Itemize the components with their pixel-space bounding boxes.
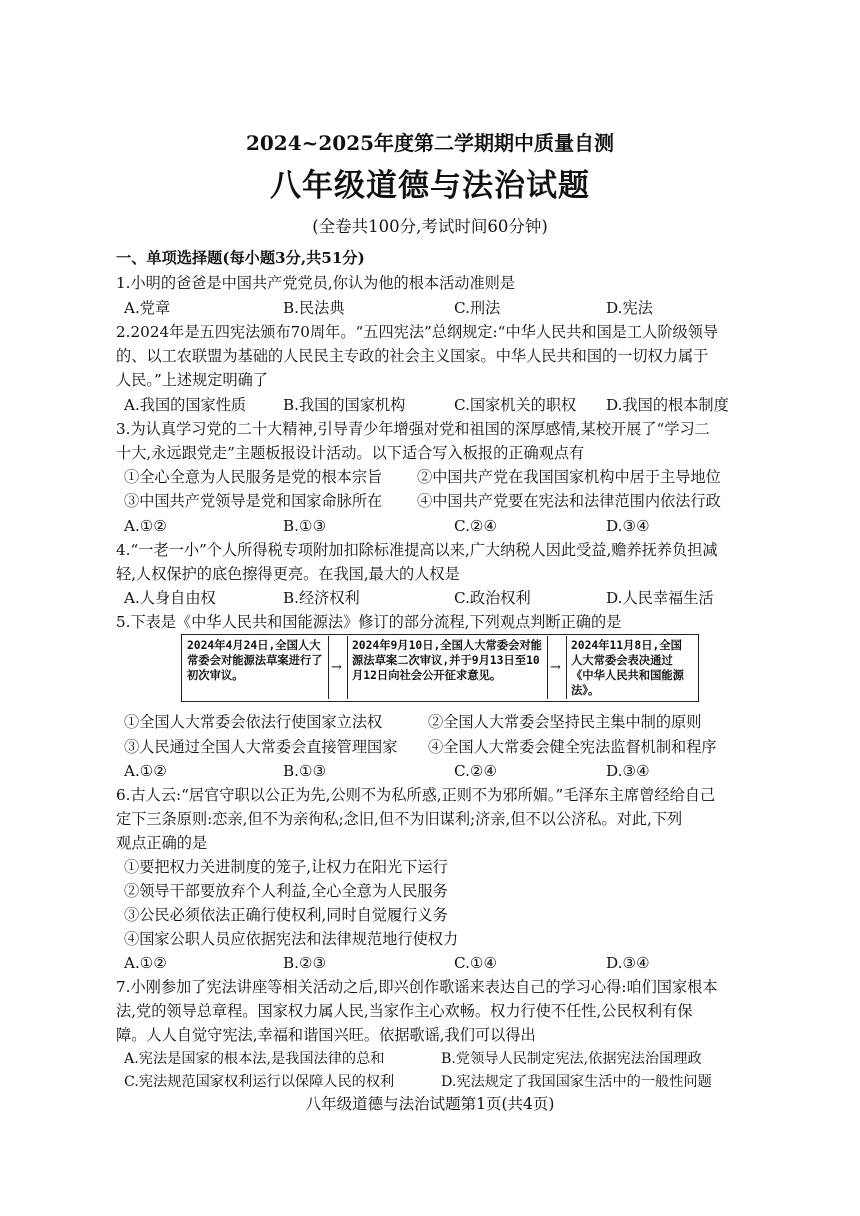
q3-option-a: A.①② (124, 517, 168, 535)
section-heading: 一、单项选择题(每小题3分,共51分) (116, 249, 365, 267)
q3-statement-1: ①全心全意为人民服务是党的根本宗旨 (124, 468, 383, 486)
q4-stem-line2: 轻,人权保护的底色擦得更亮。在我国,最大的人权是 (116, 565, 460, 583)
q1-stem: 1.小明的爸爸是中国共产党党员,你认为他的根本活动准则是 (116, 274, 516, 292)
q3-option-c: C.②④ (454, 517, 498, 535)
q7-option-b: B.党领导人民制定宪法,依据宪法治国理政 (441, 1051, 702, 1067)
q7-option-d: D.宪法规定了我国国家生活中的一般性问题 (441, 1074, 712, 1090)
q5-option-a: A.①② (124, 762, 168, 780)
q1-option-c: C.刑法 (454, 299, 501, 317)
q1-option-d: D.宪法 (606, 299, 653, 317)
q4-option-d: D.人民幸福生活 (606, 589, 714, 607)
exam-note: (全卷共100分,考试时间60分钟) (312, 217, 548, 236)
q6-stem-line2: 定下三条原则:恋亲,但不为亲徇私;念旧,但不为旧谋利;济亲,但不以公济私。对此,下列 (116, 810, 683, 828)
flow-arrow-1: → (331, 660, 342, 675)
q6-stem-line3: 观点正确的是 (116, 834, 208, 852)
q5-stem: 5.下表是《中华人民共和国能源法》修订的部分流程,下列观点判断正确的是 (116, 613, 622, 631)
q2-stem-line1: 2.2024年是五四宪法颁布70周年。“五四宪法”总纲规定:“中华人民共和国是工人阶级领导 (116, 323, 719, 341)
q3-option-b: B.①③ (283, 517, 327, 535)
q3-stem-line2: 十大,永远跟党走”主题板报设计活动。以下适合写入板报的正确观点有 (116, 444, 585, 462)
q7-stem-line3: 障。人人自觉守宪法,幸福和谐国兴旺。依据歌谣,我们可以得出 (116, 1026, 536, 1044)
q5-option-c: C.②④ (454, 762, 498, 780)
q5-option-d: D.③④ (606, 762, 650, 780)
q6-statement-1: ①要把权力关进制度的笼子,让权力在阳光下运行 (124, 858, 448, 876)
q5-option-b: B.①③ (283, 762, 327, 780)
q3-statement-2: ②中国共产党在我国国家机构中居于主导地位 (417, 468, 721, 486)
q2-option-a: A.我国的国家性质 (124, 396, 247, 414)
flow-step-3: 2024年11月8日,全国人大常委会表决通过《中华人民共和国能源法》。 (566, 636, 696, 699)
q7-stem-line1: 7.小刚参加了宪法讲座等相关活动之后,即兴创作歌谣来表达自己的学习心得:咱们国家根本 (116, 978, 718, 996)
q5-statement-2: ②全国人大常委会坚持民主集中制的原则 (428, 713, 702, 731)
q2-stem-line3: 人民。”上述规定明确了 (116, 371, 269, 389)
page-footer: 八年级道德与法治试题第1页(共4页) (305, 1095, 555, 1113)
q6-statement-2: ②领导干部要放弃个人利益,全心全意为人民服务 (124, 882, 448, 900)
q6-statement-3: ③公民必须依法正确行使权利,同时自觉履行义务 (124, 906, 448, 924)
q3-statement-3: ③中国共产党领导是党和国家命脉所在 (124, 492, 383, 510)
q6-option-a: A.①② (124, 954, 168, 972)
exam-period-heading: 2024~2025年度第二学期期中质量自测 (245, 131, 615, 155)
q7-option-c: C.宪法规范国家权利运行以保障人民的权利 (124, 1074, 395, 1090)
q1-option-a: A.党章 (124, 299, 171, 317)
q6-statement-4: ④国家公职人员应依据宪法和法律规范地行使权力 (124, 930, 459, 948)
exam-title: 八年级道德与法治试题 (270, 168, 590, 204)
legislation-flowchart (181, 634, 699, 702)
flow-step-2: 2024年9月10日,全国人大常委会对能源法草案二次审议,并于9月13日至10月12日向社会公开征求意见。 (347, 636, 548, 699)
flow-arrow-2: → (550, 660, 561, 675)
q2-option-d: D.我国的根本制度 (606, 396, 729, 414)
q7-option-a: A.宪法是国家的根本法,是我国法律的总和 (124, 1051, 385, 1067)
q6-option-d: D.③④ (606, 954, 650, 972)
q4-option-a: A.人身自由权 (124, 589, 216, 607)
q2-option-c: C.国家机关的职权 (454, 396, 577, 414)
q4-option-b: B.经济权利 (283, 589, 360, 607)
q6-stem-line1: 6.古人云:“居官守职以公正为先,公则不为私所惑,正则不为邪所媚。”毛泽东主席曾经给自己 (116, 786, 716, 804)
q2-stem-line2: 的、以工农联盟为基础的人民民主专政的社会主义国家。中华人民共和国的一切权力属于 (116, 347, 709, 365)
flow-step-1: 2024年4月24日,全国人大常委会对能源法草案进行了初次审议。 (183, 636, 329, 699)
q2-option-b: B.我国的国家机构 (283, 396, 406, 414)
q4-option-c: C.政治权利 (454, 589, 531, 607)
q1-option-b: B.民法典 (283, 299, 345, 317)
q5-statement-4: ④全国人大常委会健全宪法监督机制和程序 (428, 738, 717, 756)
q6-option-c: C.①④ (454, 954, 498, 972)
q6-option-b: B.②③ (283, 954, 327, 972)
q5-statement-1: ①全国人大常委会依法行使国家立法权 (124, 713, 383, 731)
q3-statement-4: ④中国共产党要在宪法和法律范围内依法行政 (417, 492, 721, 510)
q3-stem-line1: 3.为认真学习党的二十大精神,引导青少年增强对党和祖国的深厚感情,某校开展了“学习二 (116, 420, 710, 438)
q3-option-d: D.③④ (606, 517, 650, 535)
q7-stem-line2: 法,党的领导总章程。国家权力属人民,当家作主心欢畅。权力行使不任性,公民权利有保 (116, 1002, 693, 1020)
q5-statement-3: ③人民通过全国人大常委会直接管理国家 (124, 738, 398, 756)
q4-stem-line1: 4.“一老一小”个人所得税专项附加扣除标准提高以来,广大纳税人因此受益,赡养抚养负担减 (116, 541, 718, 559)
